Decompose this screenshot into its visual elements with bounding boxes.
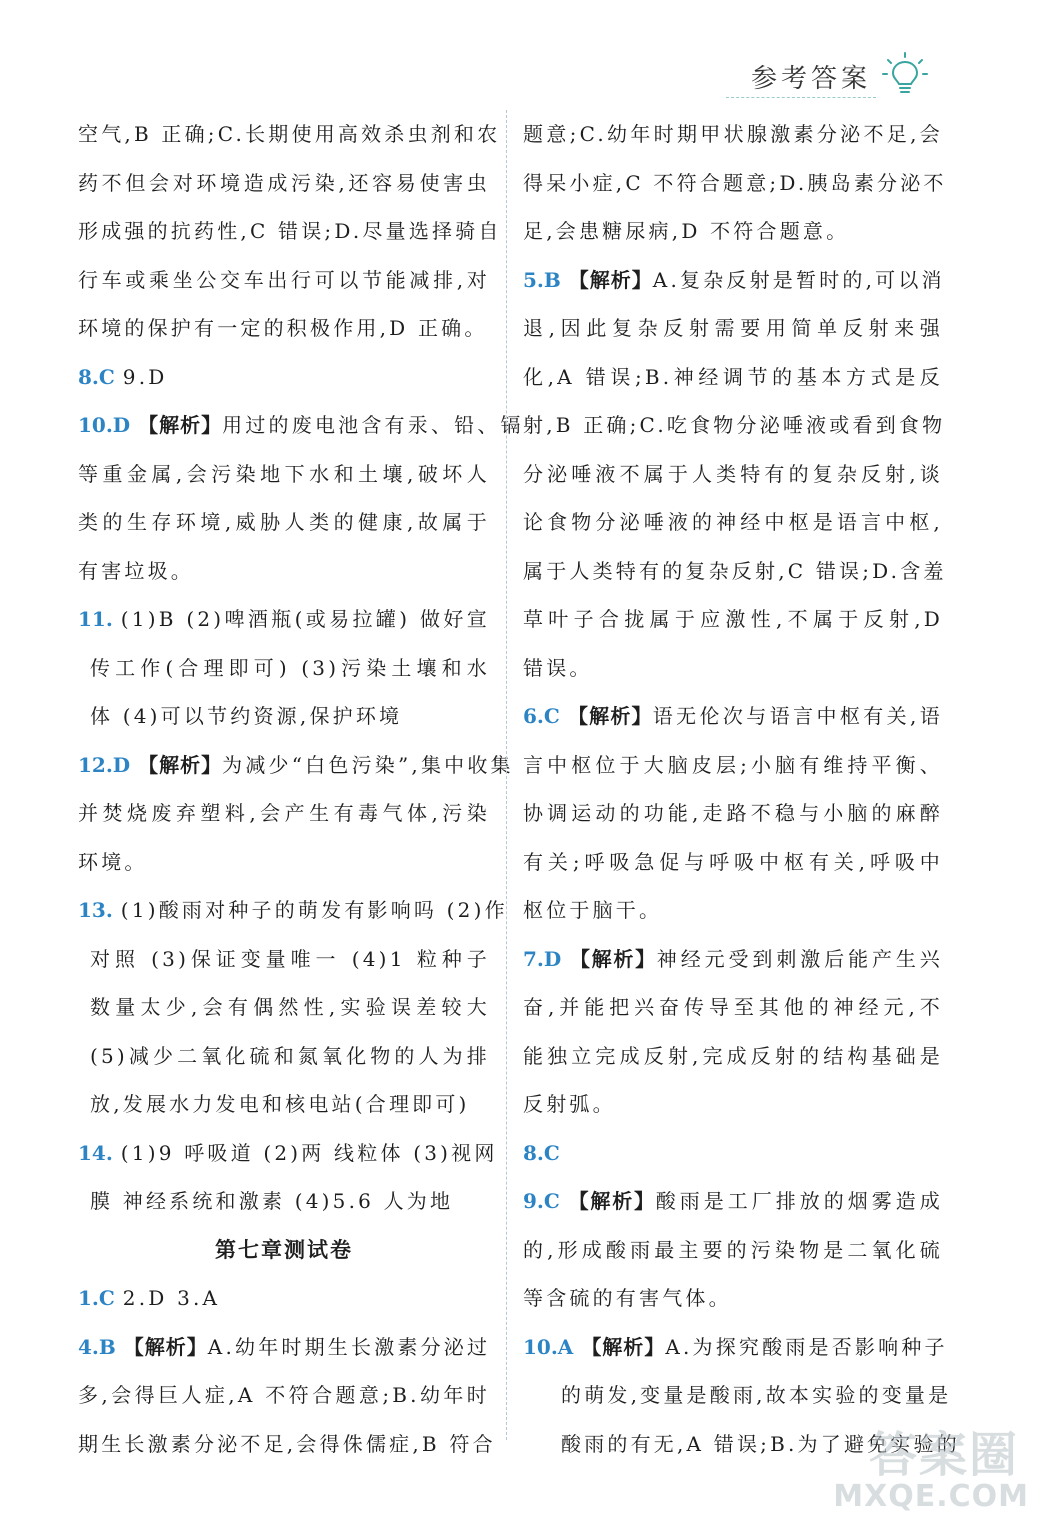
analysis-tag: 【解析】 [138,413,223,437]
answer-line [523,886,943,935]
question-number: 8.C [78,364,115,389]
answer-text: (1)9 呼吸道 (2)两 线粒体 (3)视网 [120,1140,498,1165]
answer-text: 9.D [122,364,168,389]
answer-item [523,256,943,305]
answer-text: 体 (4)可以节约资源,保护环境 [90,704,403,728]
header-rule [726,97,876,98]
right-answer-column [523,110,960,1468]
answer-item [523,692,943,741]
answer-line [78,1177,490,1226]
answer-line [523,304,943,353]
lightbulb-icon [879,50,931,102]
answer-text: A.复杂反射是暂时的,可以消 [652,267,945,292]
answer-line [523,595,943,644]
answer-line [523,498,943,547]
answer-line [78,1371,490,1420]
analysis-tag: 【解析】 [569,946,657,971]
answer-text: (1)酸雨对种子的萌发有影响吗 (2)作 [120,898,508,922]
answer-line [78,110,501,159]
answer-text: 空气,B 正确;C.长期使用高效杀虫剂和农 [78,122,501,146]
answer-line [523,1371,952,1420]
answer-line [523,838,943,887]
answer-item [78,595,490,644]
answer-text: 等含硫的有害气体。 [523,1286,732,1310]
answer-line [523,1226,943,1275]
answer-text: 用过的废电池含有汞、铅、镉 [222,413,524,437]
answer-line [78,207,502,256]
question-number: 5.B [523,267,561,292]
answer-text: 酸雨的有无,A 错误;B.为了避免实验的 [561,1431,960,1456]
answer-text: 能独立完成反射,完成反射的结构基础是 [523,1043,943,1068]
answer-text: 为减少“白色污染”,集中收集 [222,752,514,777]
answer-text: 题意;C.幼年时期甲状腺激素分泌不足,会 [523,122,943,146]
question-number: 7.D [523,946,562,971]
answer-line [523,1274,943,1323]
answer-line [523,547,947,596]
question-number: 9.C [523,1189,560,1213]
answer-line [523,353,943,402]
answer-line [523,159,947,208]
answer-text: 并焚烧废弃塑料,会产生有毒气体,污染 [78,801,490,825]
answer-text: 射,B 正确;C.吃食物分泌唾液或看到食物 [523,413,946,437]
answer-text: 语无伦次与语言中枢有关,语 [652,704,943,728]
answer-text: 草叶子合拢属于应激性,不属于反射,D [523,607,943,631]
analysis-tag: 【解析】 [138,752,223,777]
answer-line [523,110,943,159]
answer-line [523,983,943,1032]
answer-text: 的萌发,变量是酸雨,故本实验的变量是 [561,1383,952,1407]
answer-line [78,1420,496,1469]
answer-line [78,789,490,838]
answer-item [78,741,514,790]
answer-line [523,741,943,790]
answer-item [78,1274,490,1323]
answer-text: A.为探究酸雨是否影响种子 [665,1334,948,1359]
question-number: 11. [78,607,113,631]
answer-line [523,207,943,256]
answer-item [523,1177,943,1226]
answer-line [78,256,490,305]
answer-text: 等重金属,会污染地下水和土壤,破坏人 [78,461,490,486]
answer-text: 足,会患糖尿病,D 不符合题意。 [523,219,850,243]
answer-line [78,935,490,984]
answer-text: 行车或乘坐公交车出行可以节能减排,对 [78,267,490,292]
analysis-tag: 【解析】 [581,1334,666,1359]
answer-text: 反射弧。 [523,1092,616,1116]
analysis-tag: 【解析】 [567,1189,656,1213]
answer-text: 酸雨是工厂排放的烟雾造成 [655,1189,943,1213]
watermark-logo-text: 答案圈 [868,1427,1019,1483]
answer-text: 属于人类特有的复杂反射,C 错误;D.含羞 [523,558,947,583]
answer-item [78,353,490,402]
answer-text: 论食物分泌唾液的神经中枢是语言中枢, [523,510,943,534]
answer-line [523,789,943,838]
answer-line [78,159,490,208]
answer-text: 2.D 3.A [122,1286,221,1310]
column-divider [506,110,507,1440]
answer-text: 有关;呼吸急促与呼吸中枢有关,呼吸中 [523,849,943,874]
answer-line [78,983,490,1032]
answer-text: 环境。 [78,849,148,874]
answer-text: 错误。 [523,655,593,680]
answer-item [523,1323,948,1372]
answer-text: 环境的保护有一定的积极作用,D 正确。 [78,316,488,340]
answer-item [523,935,943,984]
answer-text: 期生长激素分泌不足,会得侏儒症,B 符合 [78,1431,496,1456]
answer-text: 传工作(合理即可) (3)污染土壤和水 [90,655,490,680]
answer-line [78,547,490,596]
answer-item [78,1323,490,1372]
answer-text: 神经元受到刺激后能产生兴 [656,946,944,971]
question-number: 14. [78,1140,113,1165]
answer-line [78,838,490,887]
question-number: 8.C [523,1140,560,1165]
left-answer-column [78,110,524,1468]
answer-line [78,1080,490,1129]
question-number: 4.B [78,1334,116,1359]
answer-line [78,1032,490,1081]
answer-text: 协调运动的功能,走路不稳与小脑的麻醉 [523,801,943,825]
question-number: 10.D [78,413,131,437]
answer-text: 言中枢位于大脑皮层;小脑有维持平衡、 [523,752,943,777]
answer-line [78,304,490,353]
watermark-domain: MXQE.COM [833,1479,1029,1514]
answer-line [523,450,943,499]
answer-item [78,1129,498,1178]
answer-text: 类的生存环境,威胁人类的健康,故属于 [78,510,490,534]
answer-line [523,1080,943,1129]
answer-text: 枢位于脑干。 [523,898,663,922]
analysis-tag: 【解析】 [123,1334,208,1359]
question-number: 1.C [78,1286,115,1310]
answer-text: (1)B (2)啤酒瓶(或易拉罐) 做好宣 [120,607,490,631]
answer-text: 化,A 错误;B.神经调节的基本方式是反 [523,364,943,389]
analysis-tag: 【解析】 [568,267,653,292]
site-watermark [799,1416,1029,1516]
answer-text: (5)减少二氧化硫和氮氧化物的人为排 [90,1043,490,1068]
answer-text: 放,发展水力发电和核电站(合理即可) [90,1092,470,1116]
answer-item [78,401,524,450]
question-number: 12.D [78,752,131,777]
answer-line [78,692,490,741]
answer-text: 有害垃圾。 [78,558,194,583]
answer-text: 退,因此复杂反射需要用简单反射来强 [523,316,943,340]
analysis-tag: 【解析】 [567,704,653,728]
question-number: 10.A [523,1334,574,1359]
question-number: 6.C [523,704,560,728]
answer-text: A.幼年时期生长激素分泌过 [207,1334,491,1359]
answer-line [78,498,490,547]
question-number: 13. [78,898,113,922]
answer-text: 膜 神经系统和激素 (4)5.6 人为地 [90,1189,454,1213]
answer-line [523,644,943,693]
answer-item [523,1129,943,1178]
chapter-heading: 第七章测试卷 [215,1236,353,1262]
answer-line [78,450,490,499]
answer-text: 药不但会对环境造成污染,还容易使害虫 [78,170,490,195]
answer-text: 形成强的抗药性,C 错误;D.尽量选择骑自 [78,219,502,243]
answer-text: 奋,并能把兴奋传导至其他的神经元,不 [523,995,943,1019]
answer-text: 数量太少,会有偶然性,实验误差较大 [90,995,490,1019]
answer-line [523,401,946,450]
answer-text: 分泌唾液不属于人类特有的复杂反射,谈 [523,461,943,486]
answer-text: 多,会得巨人症,A 不符合题意;B.幼年时 [78,1383,490,1407]
answer-text: 的,形成酸雨最主要的污染物是二氧化硫 [523,1237,943,1262]
answer-line [523,1032,943,1081]
answer-line [78,644,490,693]
answer-item [78,886,508,935]
answer-text: 对照 (3)保证变量唯一 (4)1 粒种子 [90,946,490,971]
header-title: 参考答案 [750,64,871,94]
answer-text: 得呆小症,C 不符合题意;D.胰岛素分泌不 [523,170,947,195]
